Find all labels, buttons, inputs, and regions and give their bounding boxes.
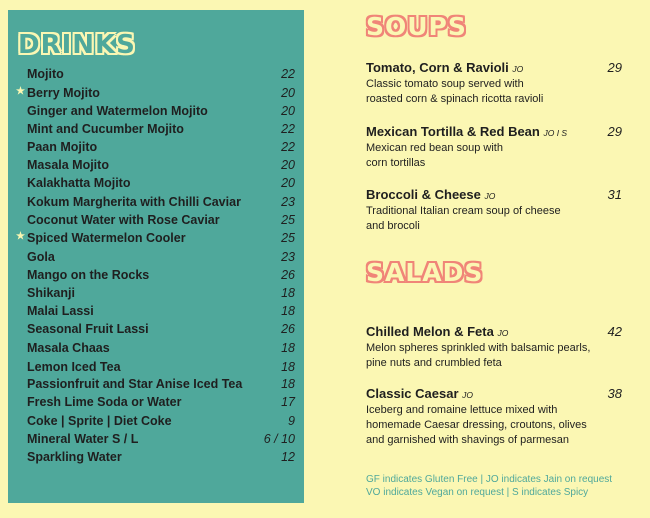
drink-item xyxy=(27,213,295,229)
dish-description-line: roasted corn & spinach ricotta ravioli xyxy=(366,93,544,105)
star-icon: ★ xyxy=(16,86,25,97)
drink-price: 20 xyxy=(281,86,295,100)
drink-item xyxy=(27,67,295,83)
drink-price: 18 xyxy=(281,286,295,300)
dish-price: 29 xyxy=(607,124,622,139)
drink-price: 20 xyxy=(281,158,295,172)
dish-description-line: corn tortillas xyxy=(366,157,426,169)
drink-item xyxy=(27,104,295,120)
drinks-heading: DRINKS xyxy=(18,30,136,60)
drink-item xyxy=(16,231,295,247)
drink-price: 6 / 10 xyxy=(263,432,295,446)
drink-item xyxy=(27,195,295,211)
drink-price: 18 xyxy=(281,341,295,355)
dish-description-line: and brocoli xyxy=(366,220,420,232)
drink-name: Gola xyxy=(27,250,55,264)
drink-name: Coconut Water with Rose Caviar xyxy=(27,213,220,227)
drink-item xyxy=(27,414,295,430)
dish-description-line: pine nuts and crumbled feta xyxy=(366,357,502,369)
menu-item-soup-1 xyxy=(366,60,622,107)
dish-name: Chilled Melon & Feta xyxy=(366,324,494,339)
drink-name: Seasonal Fruit Lassi xyxy=(27,322,149,336)
drink-item xyxy=(27,360,295,376)
drink-name: Berry Mojito xyxy=(27,86,100,100)
drink-name: Mango on the Rocks xyxy=(27,268,150,282)
legend-line: GF indicates Gluten Free | JO indicates Jain on request xyxy=(366,474,613,485)
legend-line: VO indicates Vegan on request | S indicates Spicy xyxy=(366,487,589,498)
drink-item xyxy=(27,341,295,357)
drink-name: Malai Lassi xyxy=(27,304,94,318)
drink-name: Spiced Watermelon Cooler xyxy=(27,231,186,245)
drinks-panel xyxy=(8,10,304,503)
drink-price: 12 xyxy=(281,450,295,464)
dish-description-line: homemade Caesar dressing, croutons, olives xyxy=(366,419,587,431)
drink-item xyxy=(27,304,295,320)
drink-price: 20 xyxy=(281,176,295,190)
dish-tag: JO xyxy=(484,191,496,201)
drink-item xyxy=(27,122,295,138)
drink-price: 23 xyxy=(281,195,295,209)
drink-item xyxy=(27,450,295,466)
dish-name: Mexican Tortilla & Red Bean xyxy=(366,124,540,139)
dish-price: 29 xyxy=(607,60,622,75)
drink-name: Coke | Sprite | Diet Coke xyxy=(27,414,172,428)
drink-item xyxy=(27,140,295,156)
drink-name: Lemon Iced Tea xyxy=(27,360,121,374)
drink-price: 20 xyxy=(281,104,295,118)
drink-price: 18 xyxy=(281,304,295,318)
drink-name: Passionfruit and Star Anise Iced Tea xyxy=(27,377,243,391)
salads-heading: SALADS xyxy=(366,258,484,287)
drink-price: 22 xyxy=(281,140,295,154)
dish-description-line: Iceberg and romaine lettuce mixed with xyxy=(366,404,558,416)
dish-name: Tomato, Corn & Ravioli xyxy=(366,60,509,75)
drink-name: Shikanji xyxy=(27,286,75,300)
dish-description-line: Classic tomato soup served with xyxy=(366,78,524,90)
menu-item-soup-3 xyxy=(366,187,622,234)
drink-name: Kalakhatta Mojito xyxy=(27,176,131,190)
dish-price: 38 xyxy=(607,386,622,401)
drink-price: 22 xyxy=(281,67,295,81)
drink-name: Masala Mojito xyxy=(27,158,109,172)
drink-item xyxy=(27,395,295,411)
drink-price: 25 xyxy=(281,231,295,245)
drink-name: Kokum Margherita with Chilli Caviar xyxy=(27,195,241,209)
dish-tag: JO xyxy=(497,328,509,338)
dish-tag: JO I S xyxy=(543,128,568,138)
drink-name: Mineral Water S / L xyxy=(27,432,139,446)
drink-item xyxy=(16,86,295,102)
drink-price: 26 xyxy=(281,322,295,336)
drink-price: 18 xyxy=(281,377,295,391)
drink-name: Masala Chaas xyxy=(27,341,110,355)
drink-item xyxy=(27,322,295,338)
drink-name: Paan Mojito xyxy=(27,140,98,154)
drink-name: Mojito xyxy=(27,67,64,81)
star-icon: ★ xyxy=(16,231,25,242)
drink-name: Mint and Cucumber Mojito xyxy=(27,122,184,136)
drink-item xyxy=(27,250,295,266)
drink-price: 22 xyxy=(281,122,295,136)
drink-price: 9 xyxy=(288,414,295,428)
dish-price: 31 xyxy=(607,187,622,202)
dish-description-line: Traditional Italian cream soup of cheese xyxy=(366,205,561,217)
dish-price: 42 xyxy=(607,324,622,339)
drink-price: 25 xyxy=(281,213,295,227)
drink-item xyxy=(27,268,295,284)
dish-tag: JO xyxy=(512,64,524,74)
menu-item-salad-2 xyxy=(366,386,622,448)
menu-item-salad-1 xyxy=(366,324,622,371)
drink-price: 17 xyxy=(281,395,295,409)
dish-description-line: Mexican red bean soup with xyxy=(366,142,503,154)
drink-name: Fresh Lime Soda or Water xyxy=(27,395,182,409)
dish-name: Classic Caesar xyxy=(366,386,459,401)
dish-description-line: and garnished with shavings of parmesan xyxy=(366,434,570,446)
drink-price: 23 xyxy=(281,250,295,264)
soups-heading: SOUPS xyxy=(366,12,467,41)
dietary-legend xyxy=(366,473,612,499)
menu-item-soup-2 xyxy=(366,124,622,171)
drink-name: Sparkling Water xyxy=(27,450,122,464)
dish-description-line: Melon spheres sprinkled with balsamic pearls, xyxy=(366,342,591,354)
drink-price: 26 xyxy=(281,268,295,282)
drink-name: Ginger and Watermelon Mojito xyxy=(27,104,208,118)
dish-tag: JO xyxy=(462,390,474,400)
drink-item xyxy=(27,286,295,302)
drink-item xyxy=(27,432,295,448)
dish-name: Broccoli & Cheese xyxy=(366,187,481,202)
drink-item xyxy=(27,158,295,174)
drink-price: 18 xyxy=(281,360,295,374)
drink-item xyxy=(27,176,295,192)
drink-item xyxy=(27,377,295,393)
